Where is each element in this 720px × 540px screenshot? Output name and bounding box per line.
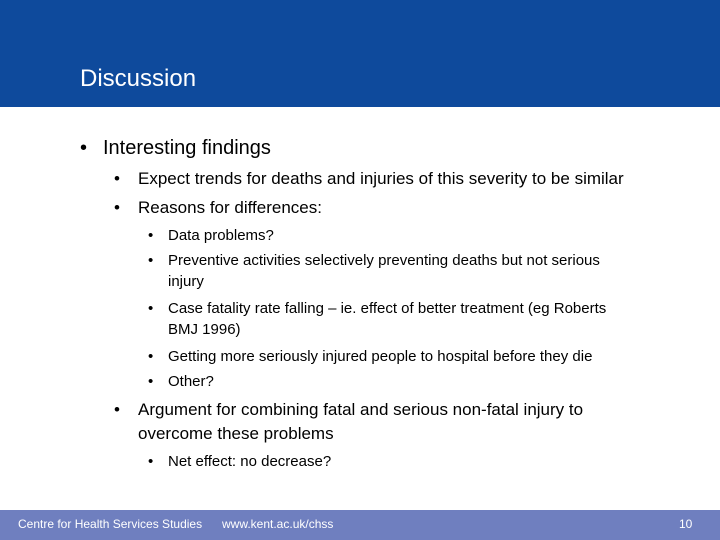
bullet-glyph: •: [114, 169, 120, 188]
page-number: 10: [679, 517, 693, 531]
footer-url[interactable]: www.kent.ac.uk/chss: [222, 517, 334, 531]
bullet-text-expect-trends: Expect trends for deaths and injuries of this severity to be similar: [138, 169, 624, 188]
bullet-text-hospital: Getting more seriously injured people to hospital before they die: [168, 348, 593, 365]
bullet-glyph: •: [148, 373, 154, 390]
bullet-text-argument-line2: overcome these problems: [138, 424, 334, 443]
footer-organization: Centre for Health Services Studies: [18, 517, 203, 531]
bullet-glyph: •: [114, 400, 120, 419]
bullet-text-data-problems: Data problems?: [168, 227, 274, 244]
slide-header: [0, 0, 720, 107]
bullet-glyph: •: [148, 252, 154, 269]
bullet-glyph: •: [114, 198, 120, 217]
bullet-text-argument-line1: Argument for combining fatal and serious non-fatal injury to: [138, 400, 584, 419]
bullet-text-preventive-line2: injury: [168, 273, 204, 290]
bullet-text-other: Other?: [168, 373, 214, 390]
bullet-glyph: •: [148, 453, 154, 470]
bullet-text-net-effect: Net effect: no decrease?: [168, 453, 332, 470]
bullet-glyph: •: [148, 227, 154, 244]
bullet-glyph: •: [80, 137, 88, 159]
bullet-glyph: •: [148, 300, 154, 317]
bullet-item-level1: [80, 136, 87, 160]
bullet-text-case-fatality-line2: BMJ 1996): [168, 321, 241, 338]
bullet-text-case-fatality-line1: Case fatality rate falling – ie. effect of better treatment (eg Roberts: [168, 300, 607, 317]
slide-title: Discussion: [80, 65, 197, 92]
bullet-glyph: •: [148, 348, 154, 365]
slide-footer: [0, 510, 720, 540]
bullet-text-interesting-findings: Interesting findings: [103, 137, 271, 159]
bullet-text-reasons: Reasons for differences:: [138, 198, 322, 217]
bullet-text-preventive-line1: Preventive activities selectively preventing deaths but not serious: [168, 252, 600, 269]
